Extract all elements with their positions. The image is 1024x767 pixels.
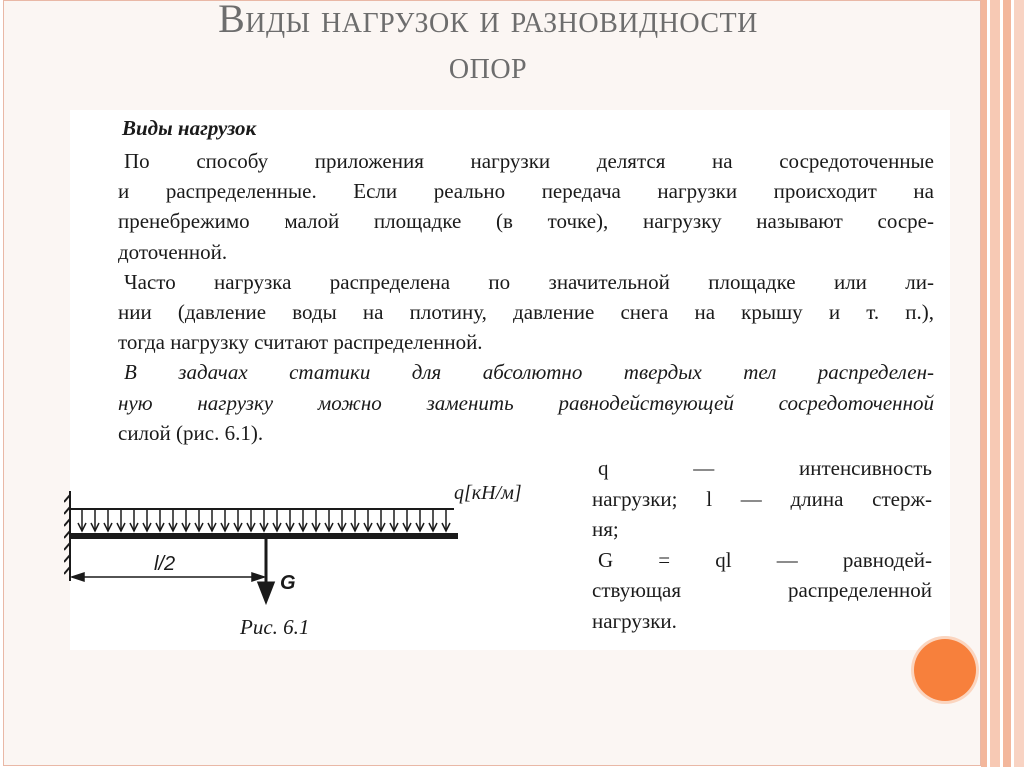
body-text xyxy=(118,146,934,448)
distributed-load xyxy=(70,509,454,531)
text-line: тогда нагрузку считают распределенной. xyxy=(118,330,483,355)
decor-stripe xyxy=(1014,0,1024,767)
text-line: доточенной. xyxy=(118,239,228,264)
text-line: нии (давление воды на плотину, давление снега на крышу и т. п.), xyxy=(118,300,934,325)
decor-stripe xyxy=(1003,0,1011,767)
legend-line: ствующая распределенной xyxy=(592,578,932,602)
slide-title-line2: опор xyxy=(448,42,528,87)
text-line: и распределенные. Если реально передача нагрузки происходит на xyxy=(118,179,934,204)
figure-legend-text xyxy=(592,453,932,636)
legend-line: нагрузки; l — длина стерж- xyxy=(592,486,932,511)
decor-stripe xyxy=(990,0,1000,767)
text-line: Часто нагрузка распределена по значительной площадке или ли- xyxy=(124,269,934,294)
decor-circle xyxy=(914,639,976,701)
legend-line: ня; xyxy=(592,517,619,541)
text-line: ную нагрузку можно заменить равнодействующей сосредоточенной xyxy=(118,390,934,415)
beam xyxy=(70,533,458,539)
legend-line: нагрузки. xyxy=(592,608,677,633)
load-label: q[кН/м] xyxy=(454,482,522,504)
legend-line: q — интенсивность xyxy=(598,456,932,480)
half-length-label: l/2 xyxy=(154,553,176,575)
beam-diagram xyxy=(64,475,564,615)
figure-caption: Рис. 6.1 xyxy=(240,615,310,639)
text-line: пренебрежимо малой площадке (в точке), нагрузку называют сосре- xyxy=(118,209,934,234)
resultant-force-arrow xyxy=(259,539,273,601)
text-line: По способу приложения нагрузки делятся на сосредоточенные xyxy=(124,149,934,173)
wall-support xyxy=(64,491,70,581)
legend-line: G = ql — равнодей- xyxy=(598,547,932,572)
decor-stripe xyxy=(981,0,987,767)
force-label: G xyxy=(280,572,296,594)
text-line: силой (рис. 6.1). xyxy=(118,420,264,445)
section-heading: Виды нагрузок xyxy=(122,116,257,140)
slide-title-line1: Виды нагрузок и разновидности xyxy=(218,0,758,41)
text-line: В задачах статики для абсолютно твердых тел распределен- xyxy=(124,360,934,385)
